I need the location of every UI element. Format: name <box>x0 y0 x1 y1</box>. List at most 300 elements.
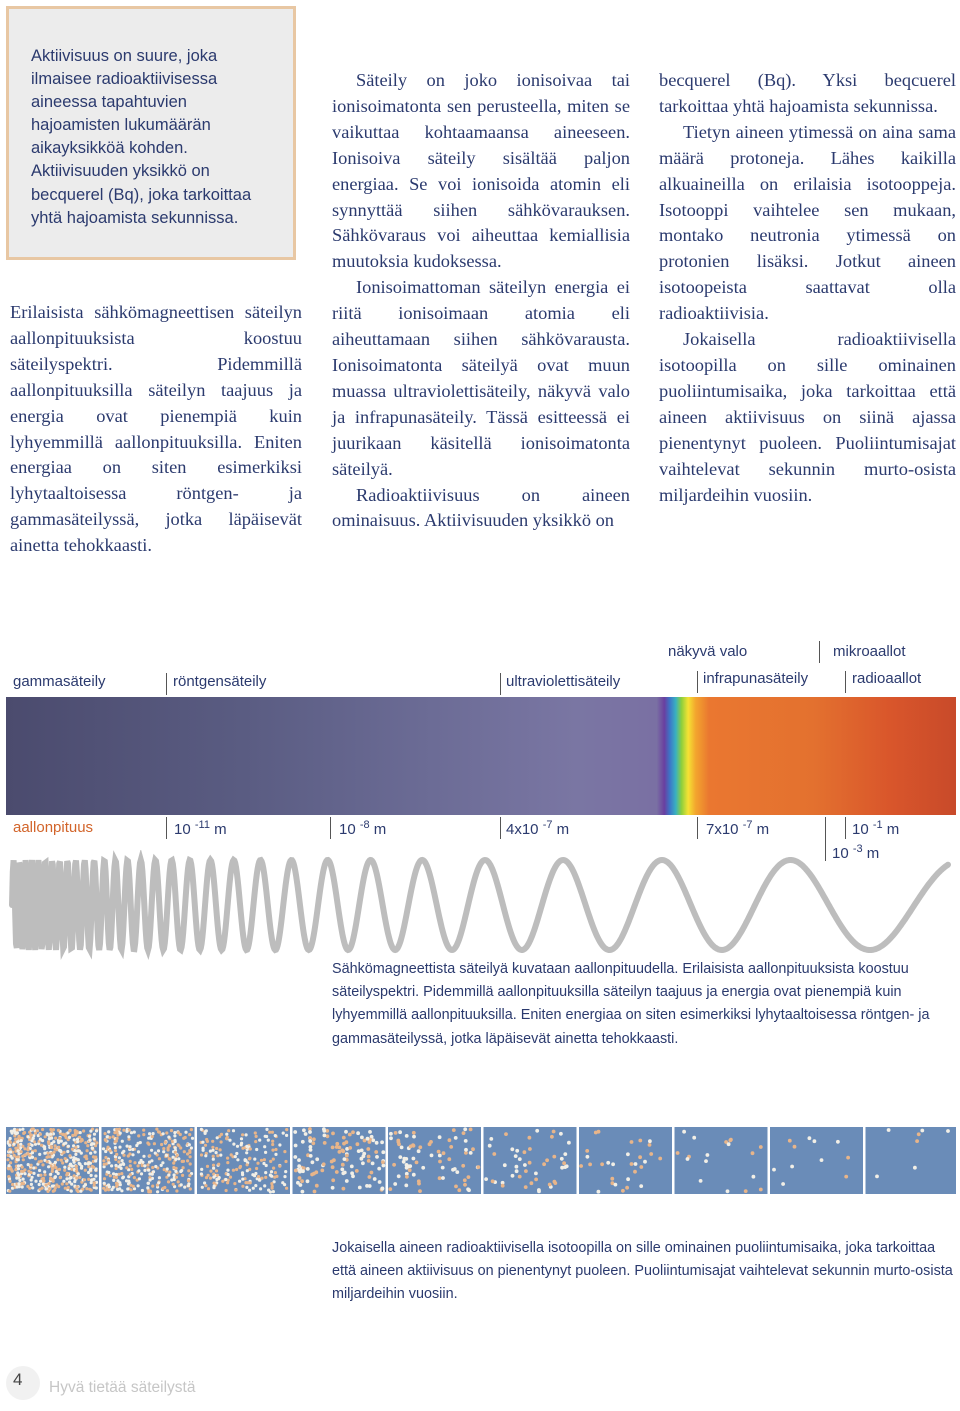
column3-paragraph-3: Jokaisella radioaktiivisella isotoopilla on sille ominainen puoliintumisaika, joka tarkoittaa että aineen aktiivisuus on siinä ajassa pienentynyt puoleen. Puoliintumisajat vaihtelevat sekunnin murto-osista miljardeihin vuosiin. <box>659 329 956 505</box>
isotope-dot <box>17 1164 20 1167</box>
isotope-dot <box>233 1182 236 1185</box>
isotope-dot <box>585 1149 589 1153</box>
isotope-dot <box>167 1174 170 1177</box>
isotope-dot <box>550 1135 554 1139</box>
label-uv: ultraviolettisäteily <box>506 673 621 690</box>
isotope-dot <box>13 1154 16 1157</box>
column2-paragraph-3: Radioaktiivisuus on aineen ominaisuus. Aktiivisuuden yksikkö on <box>332 484 630 531</box>
isotope-dot <box>285 1187 288 1190</box>
isotope-dot <box>74 1149 77 1152</box>
isotope-dot <box>89 1162 92 1165</box>
isotope-dot <box>643 1160 647 1164</box>
isotope-dot <box>759 1145 763 1149</box>
isotope-dot <box>45 1183 48 1186</box>
isotope-dot <box>216 1154 219 1157</box>
isotope-dot <box>109 1149 112 1152</box>
isotope-dot <box>190 1128 193 1131</box>
isotope-dot <box>477 1165 481 1169</box>
isotope-dot <box>131 1153 134 1156</box>
isotope-dot <box>463 1178 467 1182</box>
isotope-dot <box>184 1136 187 1139</box>
isotope-dot <box>366 1147 370 1151</box>
isotope-dot <box>389 1136 393 1140</box>
isotope-dot <box>44 1135 47 1138</box>
isotope-dot <box>272 1167 275 1170</box>
isotope-dot <box>11 1157 14 1160</box>
isotope-dot <box>524 1169 528 1173</box>
isotope-dot <box>340 1168 344 1172</box>
isotope-dot <box>226 1169 229 1172</box>
isotope-dot <box>17 1155 20 1158</box>
isotope-dot <box>34 1157 37 1160</box>
isotope-dot <box>563 1152 567 1156</box>
isotope-dot <box>297 1164 301 1168</box>
isotope-dot <box>315 1184 319 1188</box>
isotope-dot <box>441 1166 445 1170</box>
isotope-dot <box>115 1167 118 1170</box>
isotope-dot <box>356 1131 360 1135</box>
isotope-dot <box>137 1164 140 1167</box>
isotope-dot <box>706 1153 710 1157</box>
isotope-dot <box>84 1183 87 1186</box>
isotope-dot <box>274 1148 277 1151</box>
isotope-dot <box>109 1174 112 1177</box>
isotope-dot <box>89 1130 92 1133</box>
isotope-dot <box>348 1133 352 1137</box>
isotope-dot <box>469 1128 473 1132</box>
isotope-dot <box>299 1183 303 1187</box>
isotope-dot <box>212 1158 215 1161</box>
isotope-dot <box>515 1149 519 1153</box>
isotope-dot <box>240 1137 243 1140</box>
isotope-dot <box>366 1137 370 1141</box>
isotope-dot <box>155 1128 158 1131</box>
isotope-dot <box>542 1162 546 1166</box>
isotope-dot <box>793 1145 797 1149</box>
isotope-dot <box>166 1167 169 1170</box>
isotope-dot <box>271 1140 274 1143</box>
isotope-dot <box>104 1138 107 1141</box>
isotope-dot <box>64 1142 67 1145</box>
isotope-dot <box>160 1164 163 1167</box>
isotope-dot <box>461 1164 465 1168</box>
column1-paragraph: Erilaisista sähkömagneettisen säteilyn aallonpituuksista koostuu säteilyspektri. Pidemmillä aallonpituuksilla säteilyn taajuus ja energia ovat pienempiä kuin lyhyemmillä aallonpituuksilla. Eniten energiaa on siten esimerkiksi lyhytaaltoisessa röntgen- ja gammasäteilyssä, jotka läpäisevät ainetta tehokkaasti. <box>10 302 302 556</box>
isotope-dot <box>597 1130 601 1134</box>
isotope-dot <box>284 1160 287 1163</box>
isotope-dot <box>68 1129 71 1132</box>
isotope-dot <box>200 1172 203 1175</box>
isotope-dot <box>463 1183 467 1187</box>
isotope-dot <box>9 1180 12 1183</box>
isotope-dot <box>125 1166 128 1169</box>
divider-tick <box>500 673 501 695</box>
isotope-dot <box>265 1164 268 1167</box>
isotope-dot <box>38 1183 41 1186</box>
isotope-dot <box>808 1136 812 1140</box>
isotope-dot <box>113 1176 116 1179</box>
isotope-dot <box>264 1176 267 1179</box>
isotope-dot <box>166 1189 169 1192</box>
column2-paragraph-1: Säteily on joko ionisoivaa tai ionisoimatonta sen perusteella, miten se vaikuttaa kohtaamaansa aineeseen. Ionisoiva säteily sisältää paljon energiaa. Se voi ionisoida atomin eli synnyttää siihen sähkövarauksen. Sähkövaraus voi aiheuttaa kemiallisia muutoksia kudoksessa. <box>332 70 630 272</box>
isotope-dot <box>311 1160 315 1164</box>
isotope-dot <box>331 1132 335 1136</box>
divider-tick <box>697 817 698 839</box>
isotope-dot <box>404 1184 408 1188</box>
isotope-dot <box>188 1133 191 1136</box>
isotope-dot <box>11 1183 14 1186</box>
isotope-dot <box>394 1131 398 1135</box>
isotope-dot <box>285 1128 288 1131</box>
wavelength-value: 10 $^{-8}$ m <box>339 819 387 838</box>
isotope-dot <box>360 1136 364 1140</box>
isotope-dot <box>129 1184 132 1187</box>
isotope-dot <box>23 1172 26 1175</box>
isotope-dot <box>66 1172 69 1175</box>
isotope-dot <box>54 1144 57 1147</box>
isotope-dot <box>89 1152 92 1155</box>
isotope-dot <box>412 1135 416 1139</box>
isotope-dot <box>140 1172 143 1175</box>
isotope-dot <box>293 1155 297 1159</box>
isotope-dot <box>146 1186 149 1189</box>
isotope-dot <box>252 1187 255 1190</box>
isotope-dot <box>50 1146 53 1149</box>
wavelength-value: 4x10 $^{-7}$ m <box>506 819 570 838</box>
isotope-dot <box>704 1159 708 1163</box>
isotope-dot <box>129 1145 132 1148</box>
isotope-dot <box>9 1150 12 1153</box>
wavelength-value: 7x10 $^{-7}$ m <box>706 819 770 838</box>
isotope-dot <box>181 1174 184 1177</box>
isotope-dot <box>345 1154 349 1158</box>
isotope-dot <box>30 1178 33 1181</box>
isotope-dot <box>373 1177 377 1181</box>
isotope-dot <box>283 1150 286 1153</box>
isotope-dot <box>268 1131 271 1134</box>
isotope-dot <box>41 1128 44 1131</box>
isotope-dot <box>597 1190 601 1194</box>
isotope-dot <box>179 1170 182 1173</box>
isotope-dot <box>189 1187 192 1190</box>
isotope-dot <box>187 1179 190 1182</box>
isotope-dot <box>523 1150 527 1154</box>
isotope-dot <box>74 1153 77 1156</box>
isotope-dot <box>452 1128 456 1132</box>
isotope-dot <box>249 1147 252 1150</box>
isotope-dot <box>54 1137 57 1140</box>
isotope-dot <box>534 1172 538 1176</box>
isotope-dot <box>84 1162 87 1165</box>
isotope-dot <box>122 1154 125 1157</box>
isotope-dot <box>300 1179 304 1183</box>
isotope-dot <box>600 1162 604 1166</box>
isotope-dot <box>85 1187 88 1190</box>
isotope-dot <box>149 1178 152 1181</box>
label-xray: röntgensäteily <box>173 673 267 690</box>
isotope-dot <box>73 1138 76 1141</box>
isotope-dot <box>225 1133 228 1136</box>
isotope-dot <box>70 1168 73 1171</box>
isotope-dot <box>12 1143 15 1146</box>
isotope-dot <box>471 1147 475 1151</box>
isotope-dot <box>218 1176 221 1179</box>
isotope-dot <box>114 1146 117 1149</box>
isotope-dot <box>559 1132 563 1136</box>
isotope-dot <box>118 1146 121 1149</box>
isotope-dot <box>122 1163 125 1166</box>
isotope-dot <box>630 1162 634 1166</box>
isotope-dot <box>260 1177 263 1180</box>
isotope-dot <box>95 1141 98 1144</box>
isotope-dot <box>6 1158 9 1161</box>
isotope-dot <box>149 1190 152 1193</box>
isotope-dot <box>146 1163 149 1166</box>
isotope-dot <box>256 1162 259 1165</box>
isotope-dot <box>453 1167 457 1171</box>
isotope-dot <box>39 1174 42 1177</box>
isotope-dot <box>788 1139 792 1143</box>
isotope-dot <box>553 1180 557 1184</box>
isotope-dot <box>93 1133 96 1136</box>
isotope-dot <box>51 1170 54 1173</box>
half-life-panels <box>6 1127 956 1194</box>
isotope-dot <box>204 1154 207 1157</box>
isotope-dot <box>308 1139 312 1143</box>
column2-paragraph-2: Ionisoimattoman säteilyn energia ei riitä ionisoimaan atomia eli aiheuttamaan siihen sähkövarausta. Ionisoimatonta säteilyä ovat muun muassa ultraviolettisäteily, näkyvä valo ja infrapunasäteily. Tässä esitteessä ei juurikaan käsitellä ionisoimatonta säteilyä. <box>332 277 630 479</box>
isotope-dot <box>437 1150 441 1154</box>
isotope-dot <box>357 1149 361 1153</box>
isotope-dot <box>254 1131 257 1134</box>
isotope-dot <box>462 1131 466 1135</box>
isotope-dot <box>26 1148 29 1151</box>
isotope-dot <box>38 1169 41 1172</box>
isotope-dot <box>147 1143 150 1146</box>
isotope-dot <box>102 1187 105 1190</box>
isotope-dot <box>381 1150 385 1154</box>
isotope-dot <box>417 1149 421 1153</box>
isotope-dot <box>66 1150 69 1153</box>
isotope-dot <box>501 1184 505 1188</box>
isotope-dot <box>182 1160 185 1163</box>
isotope-dot <box>412 1157 416 1161</box>
isotope-dot <box>114 1158 117 1161</box>
isotope-dot <box>93 1181 96 1184</box>
isotope-dot <box>175 1176 178 1179</box>
isotope-dot <box>42 1177 45 1180</box>
isotope-dot <box>206 1165 209 1168</box>
isotope-dot <box>368 1175 372 1179</box>
info-box-text: Aktiivisuus on suure, joka ilmaisee radioaktiivisessa aineessa tapahtuvien hajoamisten lukumäärän aikayksikköä kohden. Aktiivisuuden yksikkö on becquerel (Bq), joka tarkoittaa yhtä hajoamista sekunnissa. <box>31 47 252 227</box>
isotope-dot <box>264 1171 267 1174</box>
isotope-dot <box>48 1187 51 1190</box>
isotope-dot <box>142 1133 145 1136</box>
isotope-dot <box>107 1161 110 1164</box>
isotope-dot <box>182 1166 185 1169</box>
isotope-dot <box>43 1152 46 1155</box>
isotope-dot <box>238 1180 241 1183</box>
isotope-dot <box>255 1148 258 1151</box>
isotope-dot <box>398 1130 402 1134</box>
isotope-dot <box>751 1151 755 1155</box>
isotope-dot <box>154 1165 157 1168</box>
isotope-dot <box>163 1168 166 1171</box>
isotope-dot <box>151 1135 154 1138</box>
isotope-dot <box>205 1129 208 1132</box>
isotope-dot <box>417 1179 421 1183</box>
isotope-dot <box>148 1132 151 1135</box>
isotope-dot <box>464 1148 468 1152</box>
wavelength-value: 10 $^{-3}$ m <box>832 843 880 862</box>
isotope-dot <box>38 1153 41 1156</box>
isotope-dot <box>47 1140 50 1143</box>
isotope-dot <box>358 1186 362 1190</box>
isotope-dot <box>306 1179 310 1183</box>
isotope-dot <box>21 1166 24 1169</box>
isotope-dot <box>67 1145 70 1148</box>
isotope-dot <box>117 1160 120 1163</box>
isotope-dot <box>11 1132 14 1135</box>
isotope-dot <box>138 1161 141 1164</box>
isotope-dot <box>137 1150 140 1153</box>
isotope-dot <box>283 1175 286 1178</box>
isotope-dot <box>59 1176 62 1179</box>
isotope-dot <box>368 1130 372 1134</box>
isotope-dot <box>19 1143 22 1146</box>
isotope-dot <box>94 1151 97 1154</box>
isotope-dot <box>915 1139 919 1143</box>
isotope-dot <box>177 1180 180 1183</box>
isotope-dot <box>240 1143 243 1146</box>
isotope-dot <box>388 1187 392 1191</box>
isotope-dot <box>115 1139 118 1142</box>
isotope-dot <box>331 1178 335 1182</box>
isotope-dot <box>251 1173 254 1176</box>
isotope-dot <box>39 1138 42 1141</box>
isotope-dot <box>219 1148 222 1151</box>
isotope-dot <box>267 1139 270 1142</box>
isotope-dot <box>104 1132 107 1135</box>
isotope-dot <box>133 1131 136 1134</box>
isotope-dot <box>464 1139 468 1143</box>
isotope-dot <box>337 1146 341 1150</box>
isotope-dot <box>552 1155 556 1159</box>
isotope-dot <box>301 1190 305 1194</box>
isotope-dot <box>343 1157 347 1161</box>
isotope-dot <box>380 1187 384 1191</box>
isotope-dot <box>49 1133 52 1136</box>
isotope-dot <box>152 1170 155 1173</box>
isotope-dot <box>115 1131 118 1134</box>
isotope-dot <box>188 1174 191 1177</box>
isotope-dot <box>209 1177 212 1180</box>
isotope-dot <box>47 1182 50 1185</box>
isotope-dot <box>112 1172 115 1175</box>
isotope-dot <box>727 1142 731 1146</box>
isotope-dot <box>248 1157 251 1160</box>
isotope-dot <box>43 1170 46 1173</box>
isotope-dot <box>121 1159 124 1162</box>
isotope-dot <box>405 1175 409 1179</box>
isotope-dot <box>175 1189 178 1192</box>
isotope-dot <box>228 1139 231 1142</box>
isotope-dot <box>50 1137 53 1140</box>
isotope-dot <box>463 1127 467 1131</box>
isotope-dot <box>16 1146 19 1149</box>
isotope-dot <box>219 1154 222 1157</box>
isotope-dot <box>103 1163 106 1166</box>
isotope-dot <box>201 1141 204 1144</box>
isotope-dot <box>154 1152 157 1155</box>
isotope-dot <box>272 1190 275 1193</box>
isotope-dot <box>53 1147 56 1150</box>
isotope-dot <box>790 1165 794 1169</box>
isotope-dot <box>91 1142 94 1145</box>
page-number-circle <box>6 1366 40 1400</box>
isotope-dot <box>162 1147 165 1150</box>
isotope-dot <box>365 1184 369 1188</box>
isotope-dot <box>611 1162 615 1166</box>
divider-tick <box>845 671 846 693</box>
isotope-dot <box>162 1150 165 1153</box>
isotope-dot <box>342 1142 346 1146</box>
isotope-dot <box>489 1137 493 1141</box>
isotope-dot <box>65 1182 68 1185</box>
isotope-dot <box>504 1132 508 1136</box>
isotope-dot <box>20 1150 23 1153</box>
isotope-dot <box>398 1155 402 1159</box>
isotope-dot <box>274 1134 277 1137</box>
isotope-dot <box>74 1146 77 1149</box>
isotope-dot <box>342 1136 346 1140</box>
isotope-dot <box>588 1163 592 1167</box>
isotope-dot <box>772 1168 776 1172</box>
isotope-dot <box>293 1130 297 1134</box>
isotope-dot <box>913 1166 917 1170</box>
isotope-dot <box>138 1177 141 1180</box>
isotope-dot <box>236 1158 239 1161</box>
isotope-dot <box>80 1167 83 1170</box>
isotope-dot <box>212 1167 215 1170</box>
isotope-dot <box>89 1169 92 1172</box>
isotope-dot <box>545 1158 549 1162</box>
isotope-dot <box>67 1186 70 1189</box>
divider-tick <box>845 817 846 839</box>
isotope-dot <box>272 1158 275 1161</box>
isotope-dot <box>528 1147 532 1151</box>
isotope-dot <box>335 1142 339 1146</box>
isotope-dot <box>9 1141 12 1144</box>
isotope-dot <box>405 1134 409 1138</box>
isotope-dot <box>211 1140 214 1143</box>
isotope-dot <box>75 1176 78 1179</box>
isotope-dot <box>187 1169 190 1172</box>
isotope-dot <box>524 1185 528 1189</box>
isotope-dot <box>610 1177 614 1181</box>
isotope-dot <box>172 1183 175 1186</box>
label-microwaves: mikroaallot <box>833 643 906 660</box>
isotope-dot <box>114 1164 117 1167</box>
isotope-dot <box>212 1164 215 1167</box>
isotope-dot <box>174 1151 177 1154</box>
isotope-dot <box>220 1133 223 1136</box>
isotope-dot <box>30 1183 33 1186</box>
isotope-dot <box>836 1140 840 1144</box>
label-gamma: gammasäteily <box>13 673 106 690</box>
isotope-dot <box>397 1174 401 1178</box>
isotope-dot <box>375 1141 379 1145</box>
isotope-dot <box>205 1176 208 1179</box>
isotope-dot <box>64 1134 67 1137</box>
